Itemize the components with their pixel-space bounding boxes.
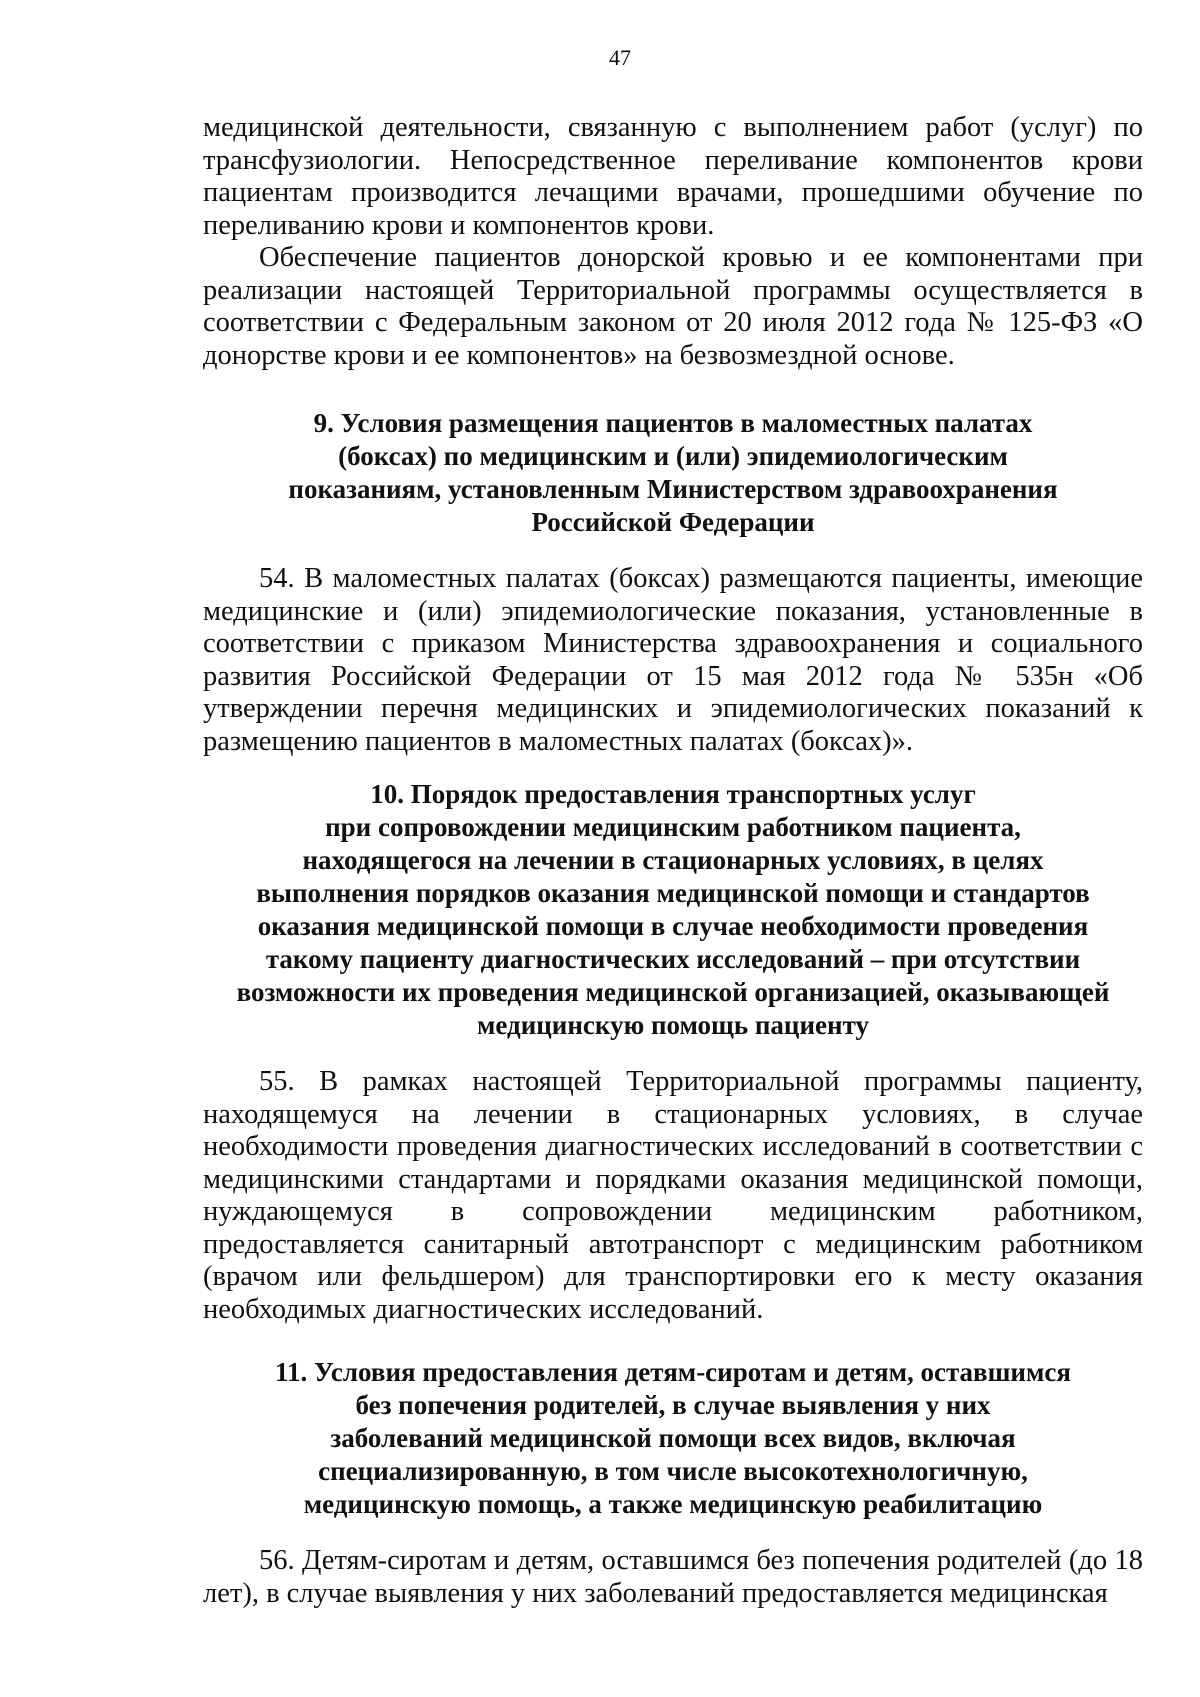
paragraph-56: 56. Детям-сиротам и детям, оставшимся без попечения родителей (до 18 лет), в случае выявления у них заболеваний предоставляется медицинская <box>203 1545 1143 1609</box>
paragraph-54: 54. В маломестных палатах (боксах) размещаются пациенты, имеющие медицинские и (или) эпидемиологические показания, установленные в соответствии с приказом Министерства здравоохранения и социального развития Российской Федерации от 15 мая 2012 года № 535н «Об утверждении перечня медицинских и эпидемиологических показаний к размещению пациентов в маломестных палатах (боксах)». <box>203 563 1143 757</box>
heading-line: заболеваний медицинской помощи всех видов, включая <box>330 1423 1016 1453</box>
heading-line: медицинскую помощь пациенту <box>477 1010 869 1040</box>
heading-line: показаниям, установленным Министерством здравоохранения <box>288 474 1058 504</box>
heading-line: 10. Порядок предоставления транспортных услуг <box>370 779 976 809</box>
paragraph-blood-donation: Обеспечение пациентов донорской кровью и ее компонентами при реализации настоящей Территориальной программы осуществляется в соответствии с Федеральным законом от 20 июля 2012 года № 125-ФЗ «О донорстве крови и ее компонентов» на безвозмездной основе. <box>203 242 1143 371</box>
heading-line: такому пациенту диагностических исследований – при отсутствии <box>265 944 1081 974</box>
heading-line: оказания медицинской помощи в случае необходимости проведения <box>257 911 1089 941</box>
heading-line: при сопровождении медицинским работником пациента, <box>325 812 1021 842</box>
heading-line: медицинскую помощь, а также медицинскую реабилитацию <box>303 1489 1043 1519</box>
section-heading-10 <box>203 778 1143 1042</box>
page-number: 47 <box>609 45 631 70</box>
heading-line: 11. Условия предоставления детям-сиротам и детям, оставшимся <box>275 1357 1071 1387</box>
heading-line: (боксах) по медицинским и (или) эпидемиологическим <box>338 441 1008 471</box>
heading-line: 9. Условия размещения пациентов в маломестных палатах <box>313 408 1033 438</box>
paragraph-continuation: медицинской деятельности, связанную с выполнением работ (услуг) по трансфузиологии. Непосредственное переливание компонентов крови пациентам производится лечащими врачами, прошедшими обучение по переливанию крови и компонентов крови. <box>203 112 1143 241</box>
heading-line: без попечения родителей, в случае выявления у них <box>355 1390 991 1420</box>
heading-line: специализированную, в том числе высокотехнологичную, <box>318 1456 1028 1486</box>
paragraph-55: 55. В рамках настоящей Территориальной программы пациенту, находящемуся на лечении в стационарных условиях, в случае необходимости проведения диагностических исследований в соответствии с медицинскими стандартами и порядками оказания медицинской помощи, нуждающемуся в сопровождении медицинским работником, предоставляется санитарный автотранспорт с медицинским работником (врачом или фельдшером) для транспортировки его к месту оказания необходимых диагностических исследований. <box>203 1066 1143 1325</box>
heading-line: возможности их проведения медицинской организацией, оказывающей <box>236 977 1110 1007</box>
page-body <box>203 112 1143 1610</box>
section-heading-9 <box>203 407 1143 539</box>
heading-line: Российской Федерации <box>531 507 815 537</box>
heading-line: находящегося на лечении в стационарных условиях, в целях <box>302 845 1044 875</box>
heading-line: выполнения порядков оказания медицинской помощи и стандартов <box>256 878 1090 908</box>
section-heading-11 <box>203 1356 1143 1521</box>
